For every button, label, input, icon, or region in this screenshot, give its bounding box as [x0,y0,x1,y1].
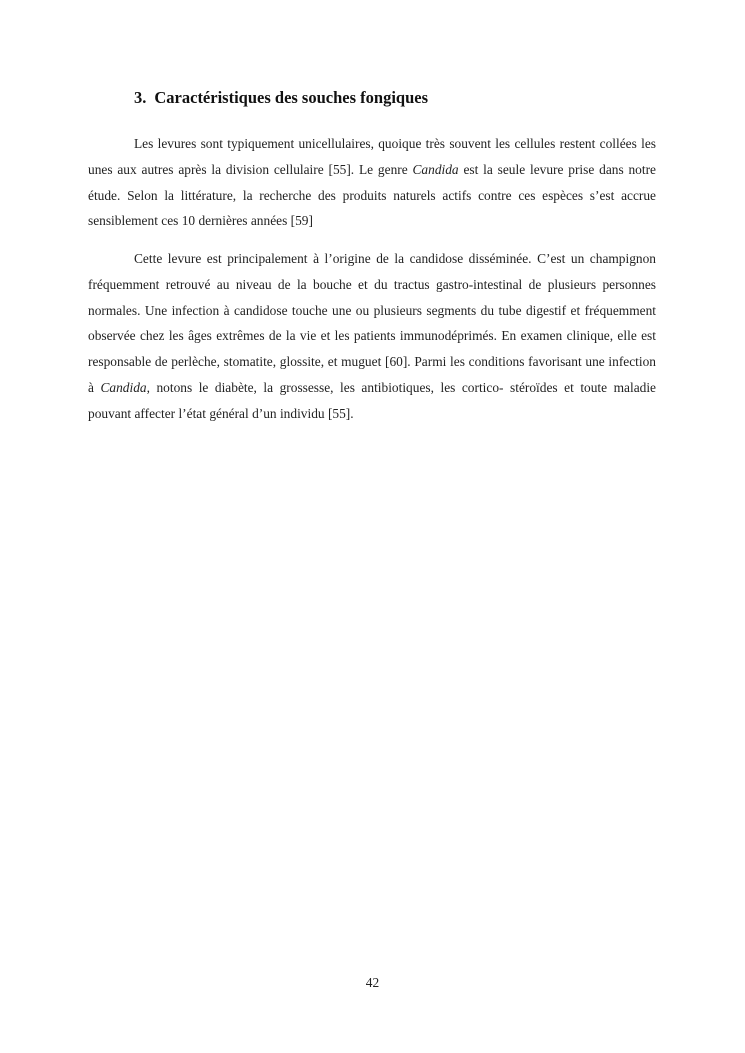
paragraph-1-text-b: est la seule levure prise dans notre étude. Selon la littérature, la recherche des produits naturels actifs contre ces espèces s’est accrue sensiblement ces 10 dernières années [59] [88,161,657,229]
page-number: 42 [365,975,380,990]
paragraph-2-text-a: Cette levure est principalement à l’origine de la candidose disséminée. C’est un champignon fréquemment retrouvé au niveau de la bouche et du tractus gastro-intestinal de plusieurs personnes normales. Une infection à candidose touche une ou plusieurs segments du tube digestif et fréquemment observée chez les âges extrêmes de la vie et les patients immunodéprimés. En examen clinique, elle est responsable de perlèche, stomatite, glossite, et muguet [60]. Parmi les conditions favorisant une infection à [88,251,656,395]
paragraph-1-text-a: Les levures sont typiquement unicellulaires, quoique très souvent les cellules restent collées les unes aux autres après la division cellulaire [55]. Le genre [88,136,656,177]
section-number: 3. [134,88,147,107]
paragraph-2-text-b: , notons le diabète, la grossesse, les antibiotiques, les cortico- stéroïdes et toute maladie pouvant affecter l’état général d’un individu [55]. [88,379,656,421]
paragraph-1 [88,131,656,234]
section-heading [134,88,428,108]
paragraph-1-italic-genus: Candida [412,161,459,177]
section-title: Caractéristiques des souches fongiques [154,88,429,107]
paragraph-2 [88,246,656,427]
paragraph-2-italic-genus: Candida [100,379,147,395]
